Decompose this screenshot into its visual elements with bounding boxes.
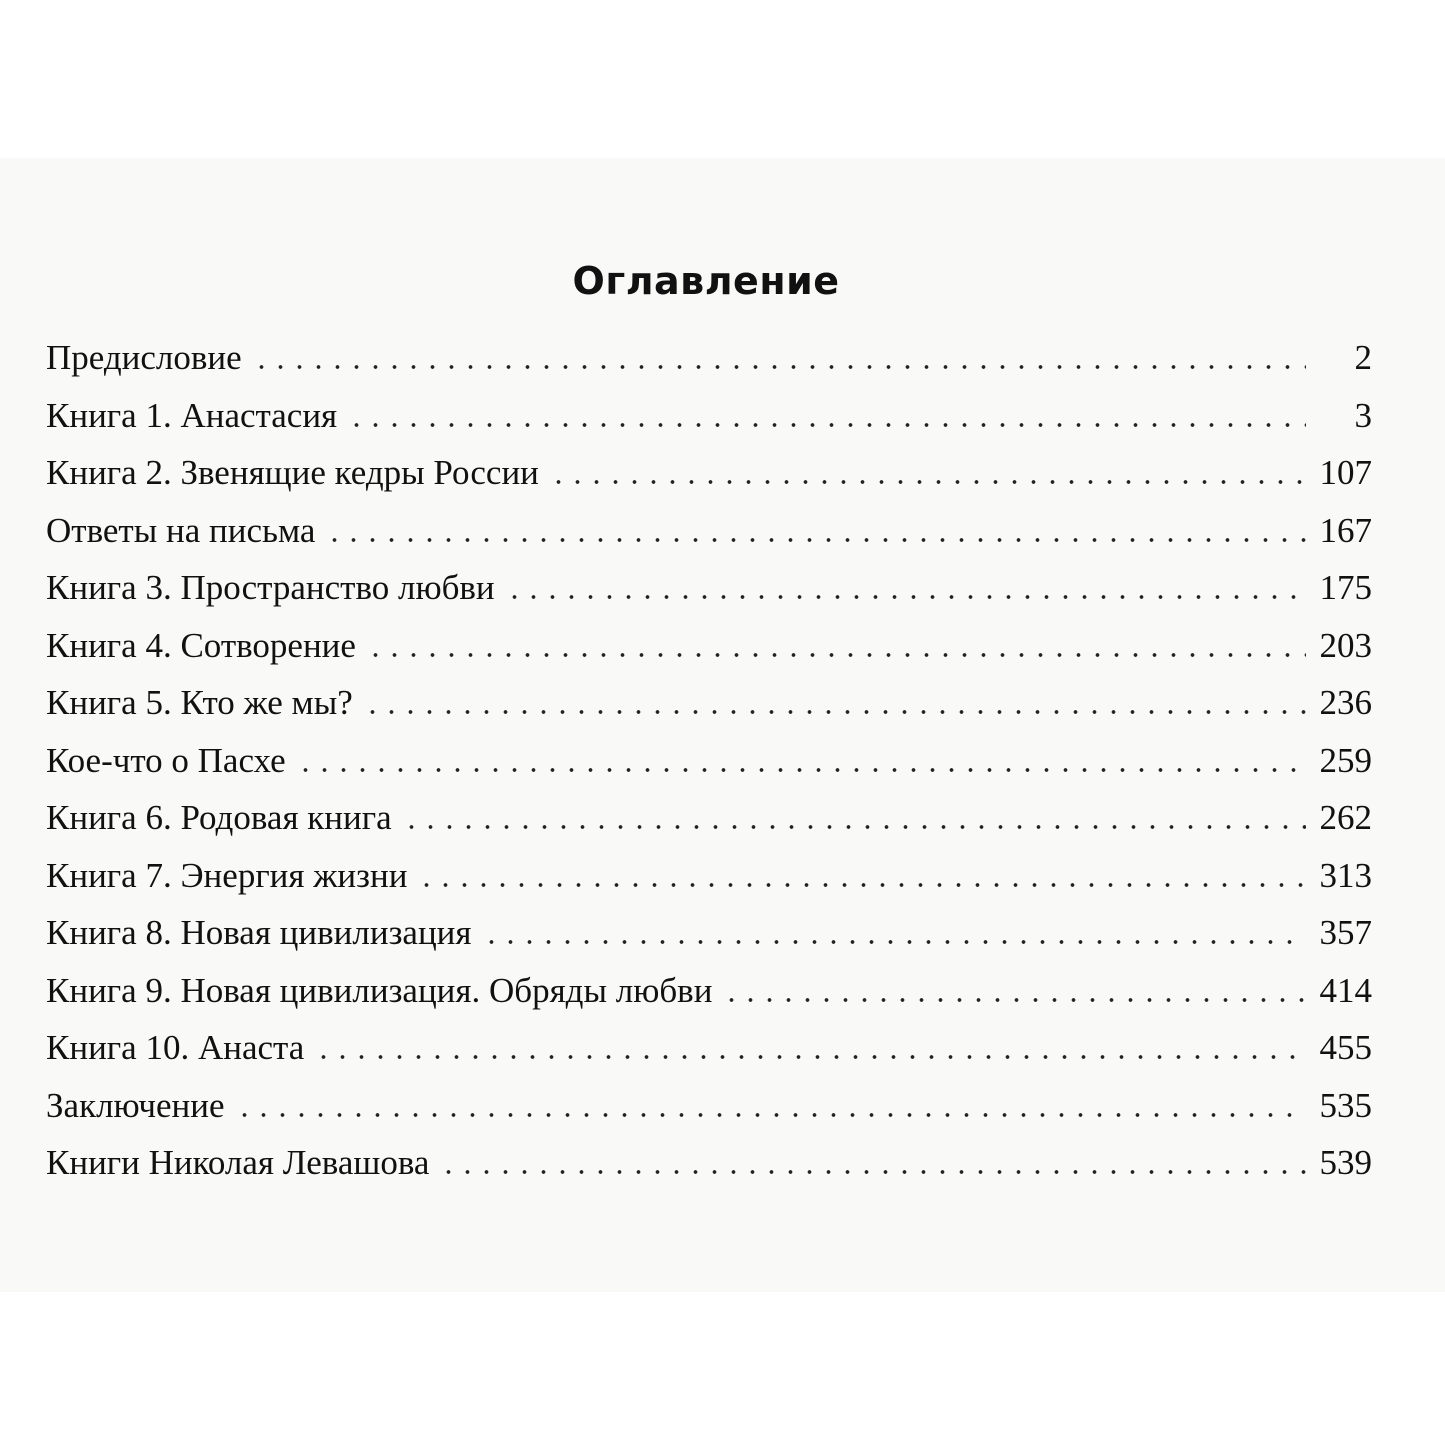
toc-entry — [46, 626, 1372, 684]
dot-leader — [314, 1055, 1306, 1059]
dot-leader — [402, 825, 1306, 829]
toc-entry-page-number: 175 — [1319, 568, 1372, 607]
dot-leader — [417, 883, 1306, 887]
dot-leader — [366, 653, 1306, 657]
toc-entry-page-number: 236 — [1319, 683, 1372, 722]
toc-entry-page-number: 414 — [1319, 970, 1372, 1010]
toc-entry-title: Книга 6. Родовая книга — [46, 798, 392, 837]
toc-entry-page-number: 262 — [1319, 798, 1372, 837]
toc-entry-page-number: 313 — [1319, 855, 1372, 895]
toc-entry — [46, 338, 1372, 396]
toc-entry-title: Заключение — [46, 1085, 225, 1125]
dot-leader — [722, 998, 1306, 1002]
toc-entry — [46, 511, 1372, 569]
toc-entry-title: Книга 9. Новая цивилизация. Обряды любви — [46, 970, 713, 1010]
toc-entry-title: Ответы на письма — [46, 510, 316, 550]
toc-entry-title: Книги Николая Левашова — [46, 1143, 430, 1182]
dot-leader — [505, 595, 1306, 599]
toc-entry — [46, 396, 1372, 454]
toc-entry-page-number: 3 — [1354, 395, 1372, 435]
toc-entry — [46, 453, 1372, 511]
toc-entry — [46, 568, 1372, 626]
toc-entry-title: Книга 8. Новая цивилизация — [46, 913, 472, 952]
toc-entry — [46, 798, 1372, 856]
dot-leader — [363, 710, 1306, 714]
toc-entry-page-number: 167 — [1319, 510, 1372, 550]
dot-leader — [296, 768, 1306, 772]
toc-entry-title: Книга 4. Сотворение — [46, 625, 356, 665]
toc-entry-page-number: 539 — [1319, 1143, 1372, 1182]
dot-leader — [252, 365, 1306, 369]
page-title: Оглавление — [572, 259, 840, 304]
toc-entry-page-number: 107 — [1319, 453, 1372, 492]
toc-entry — [46, 683, 1372, 741]
dot-leader — [482, 940, 1306, 944]
toc-entry-title: Книга 3. Пространство любви — [46, 568, 495, 607]
toc-entry — [46, 1028, 1372, 1086]
toc-entry-title: Кое-что о Пасхе — [46, 740, 286, 780]
table-of-contents — [46, 338, 1372, 1201]
toc-entry-page-number: 2 — [1354, 338, 1372, 377]
toc-entry-page-number: 455 — [1319, 1028, 1372, 1067]
toc-entry — [46, 971, 1372, 1029]
book-page — [0, 158, 1445, 1292]
dot-leader — [235, 1113, 1307, 1117]
dot-leader — [325, 538, 1306, 542]
toc-entry — [46, 741, 1372, 799]
dot-leader — [347, 423, 1306, 427]
toc-entry-title: Книга 10. Анаста — [46, 1028, 305, 1067]
toc-entry-title: Книга 1. Анастасия — [46, 395, 338, 435]
toc-entry — [46, 1143, 1372, 1201]
toc-entry-title: Предисловие — [46, 338, 242, 377]
toc-entry-page-number: 203 — [1319, 625, 1372, 665]
toc-entry — [46, 913, 1372, 971]
dot-leader — [439, 1170, 1306, 1174]
dot-leader — [549, 480, 1306, 484]
toc-entry-title: Книга 7. Энергия жизни — [46, 855, 408, 895]
toc-entry — [46, 856, 1372, 914]
toc-entry-title: Книга 5. Кто же мы? — [46, 683, 353, 722]
toc-entry — [46, 1086, 1372, 1144]
toc-entry-page-number: 535 — [1319, 1085, 1372, 1125]
toc-entry-page-number: 259 — [1319, 740, 1372, 780]
toc-entry-title: Книга 2. Звенящие кедры России — [46, 453, 539, 492]
toc-entry-page-number: 357 — [1319, 913, 1372, 952]
